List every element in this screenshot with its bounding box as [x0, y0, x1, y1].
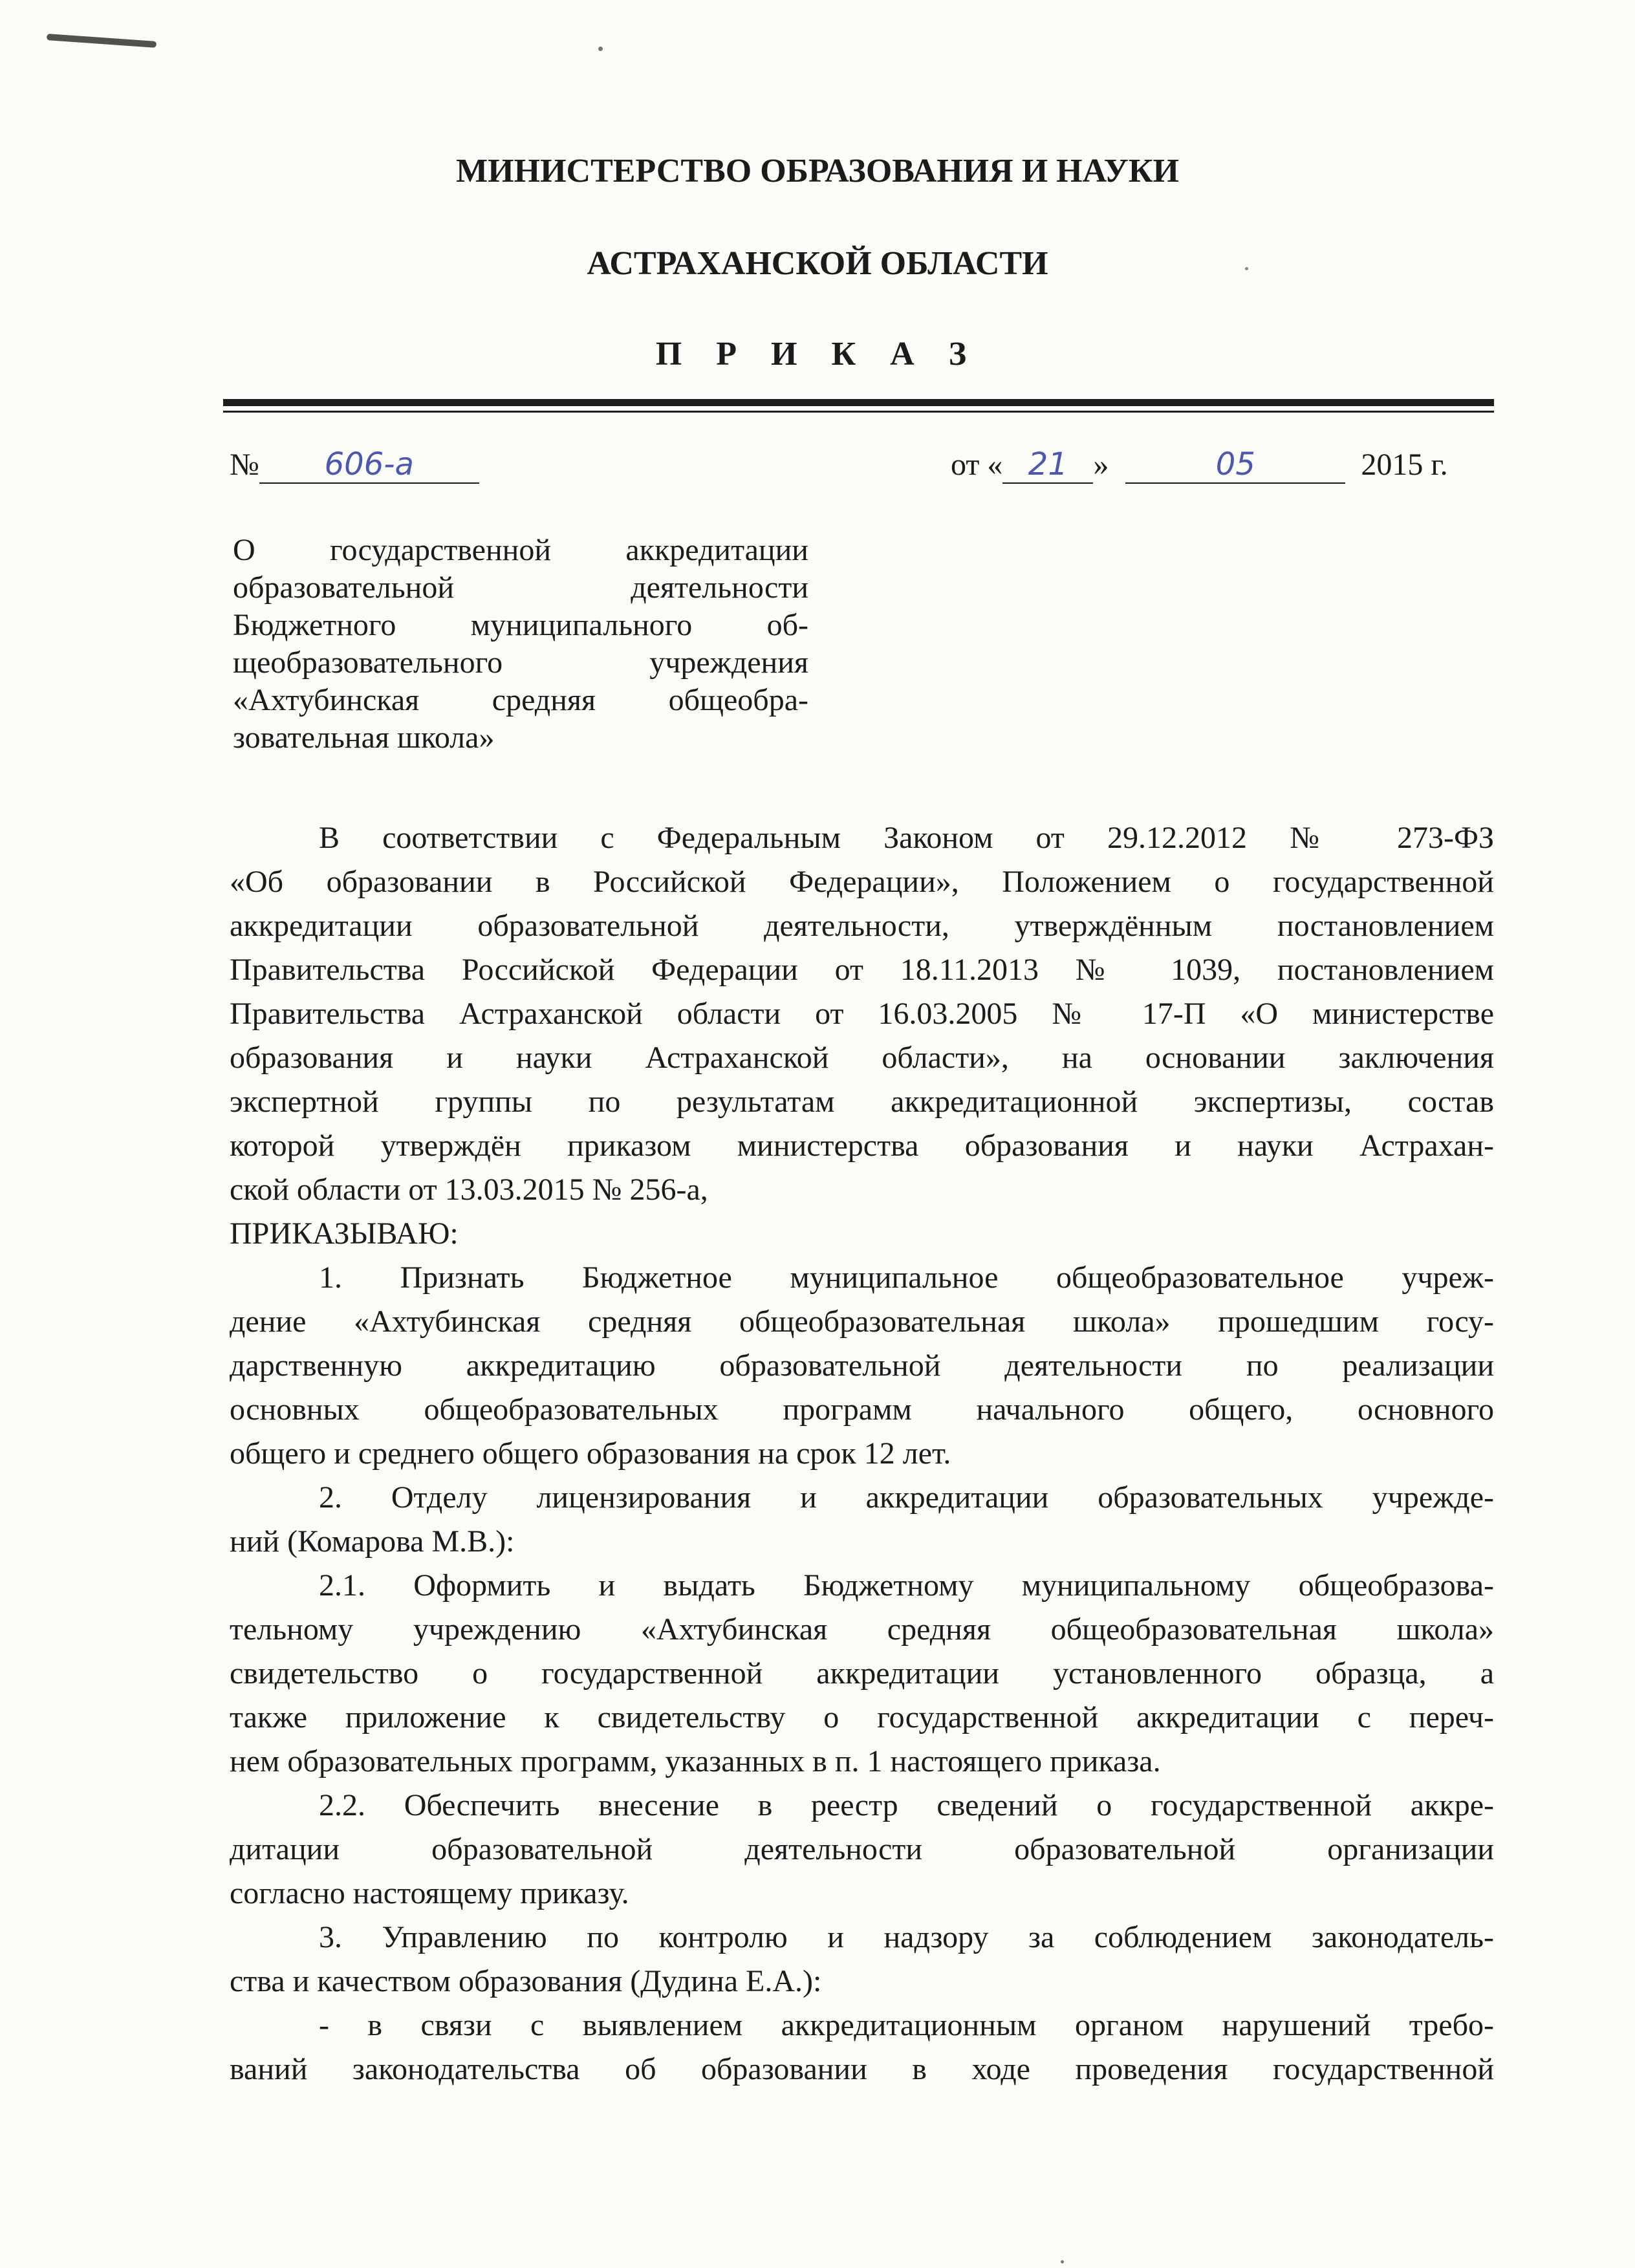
- body-line: ства и качеством образования (Дудина Е.А.):: [230, 1964, 822, 1998]
- order-date: [951, 446, 1448, 484]
- subject-line: образовательной деятельности: [233, 570, 808, 605]
- scan-artifact-mark: [47, 34, 157, 48]
- subject-line: щеобразовательного учреждения: [233, 645, 808, 680]
- body-line: ний (Комарова М.В.):: [230, 1524, 515, 1559]
- body-line: основных общеобразовательных программ начального общего, основного: [230, 1392, 1494, 1427]
- body-line: дарственную аккредитацию образовательной деятельности по реализации: [230, 1348, 1494, 1383]
- date-day-field: [1002, 446, 1093, 484]
- order-number: [230, 446, 479, 484]
- body-line: 1. Признать Бюджетное муниципальное общеобразовательное учреж-: [319, 1260, 1494, 1295]
- scan-dust-dot: [598, 47, 603, 51]
- ministry-title-line2: АСТРАХАНСКОЙ ОБЛАСТИ: [587, 245, 1048, 282]
- date-prefix: от «: [951, 448, 1003, 482]
- body-line: Правительства Российской Федерации от 18.11.2013 № 1039, постановлением: [230, 953, 1494, 987]
- body-line: ской области от 13.03.2015 № 256-а,: [230, 1172, 708, 1207]
- date-month-field: [1125, 446, 1345, 484]
- order-subject: [233, 532, 808, 757]
- body-line: также приложение к свидетельству о государственной аккредитации с переч-: [230, 1700, 1494, 1734]
- body-line: которой утверждён приказом министерства образования и науки Астрахан-: [230, 1129, 1494, 1163]
- subject-line: «Ахтубинская средняя общеобра-: [233, 683, 808, 717]
- document-type-title: П Р И К А З: [655, 336, 980, 373]
- order-number-handwritten: 606-а: [324, 446, 414, 482]
- subject-line: Бюджетного муниципального об-: [233, 608, 808, 642]
- body-line: Правительства Астраханской области от 16.03.2005 № 17-П «О министерстве: [230, 997, 1494, 1031]
- body-line: ваний законодательства об образовании в ходе проведения государственной: [230, 2052, 1494, 2086]
- order-directive-heading: ПРИКАЗЫВАЮ:: [230, 1216, 459, 1251]
- header-divider-thin: [223, 411, 1494, 413]
- subject-line: О государственной аккредитации: [233, 533, 808, 567]
- body-line: дитации образовательной деятельности образовательной организации: [230, 1832, 1494, 1866]
- ministry-title-line1: МИНИСТЕРСТВО ОБРАЗОВАНИЯ И НАУКИ: [456, 153, 1179, 189]
- date-quote-close: »: [1093, 448, 1109, 482]
- date-month-handwritten: 05: [1215, 446, 1255, 482]
- body-line: 3. Управлению по контролю и надзору за соблюдением законодатель-: [319, 1920, 1494, 1954]
- body-line: В соответствии с Федеральным Законом от 29.12.2012 № 273-ФЗ: [319, 821, 1494, 855]
- body-line: дение «Ахтубинская средняя общеобразовательная школа» прошедшим госу-: [230, 1304, 1494, 1339]
- body-line: свидетельство о государственной аккредитации установленного образца, а: [230, 1656, 1494, 1690]
- body-line: - в связи с выявлением аккредитационным органом нарушений требо-: [319, 2008, 1494, 2042]
- subject-line: зовательная школа»: [233, 720, 495, 755]
- body-line: аккредитации образовательной деятельности, утверждённым постановлением: [230, 909, 1494, 943]
- body-line: 2. Отделу лицензирования и аккредитации образовательных учрежде-: [319, 1480, 1494, 1515]
- order-number-prefix: №: [230, 448, 259, 482]
- date-year: 2015 г.: [1361, 448, 1448, 482]
- body-line: общего и среднего общего образования на срок 12 лет.: [230, 1436, 951, 1471]
- order-body: [230, 816, 1494, 2091]
- body-line: 2.2. Обеспечить внесение в реестр сведений о государственной аккре-: [319, 1788, 1494, 1822]
- order-number-field: [259, 446, 479, 484]
- date-day-handwritten: 21: [1028, 446, 1068, 482]
- scan-dust-dot: [1061, 2260, 1064, 2263]
- body-line: 2.1. Оформить и выдать Бюджетному муниципальному общеобразова-: [319, 1568, 1494, 1603]
- body-line: нем образовательных программ, указанных в п. 1 настоящего приказа.: [230, 1744, 1161, 1778]
- body-line: согласно настоящему приказу.: [230, 1876, 629, 1910]
- body-line: экспертной группы по результатам аккредитационной экспертизы, состав: [230, 1085, 1494, 1119]
- header-divider-thick: [223, 399, 1494, 406]
- body-line: образования и науки Астраханской области», на основании заключения: [230, 1041, 1494, 1075]
- body-line: «Об образовании в Российской Федерации», Положением о государственной: [230, 865, 1494, 899]
- body-line: тельному учреждению «Ахтубинская средняя общеобразовательная школа»: [230, 1612, 1494, 1647]
